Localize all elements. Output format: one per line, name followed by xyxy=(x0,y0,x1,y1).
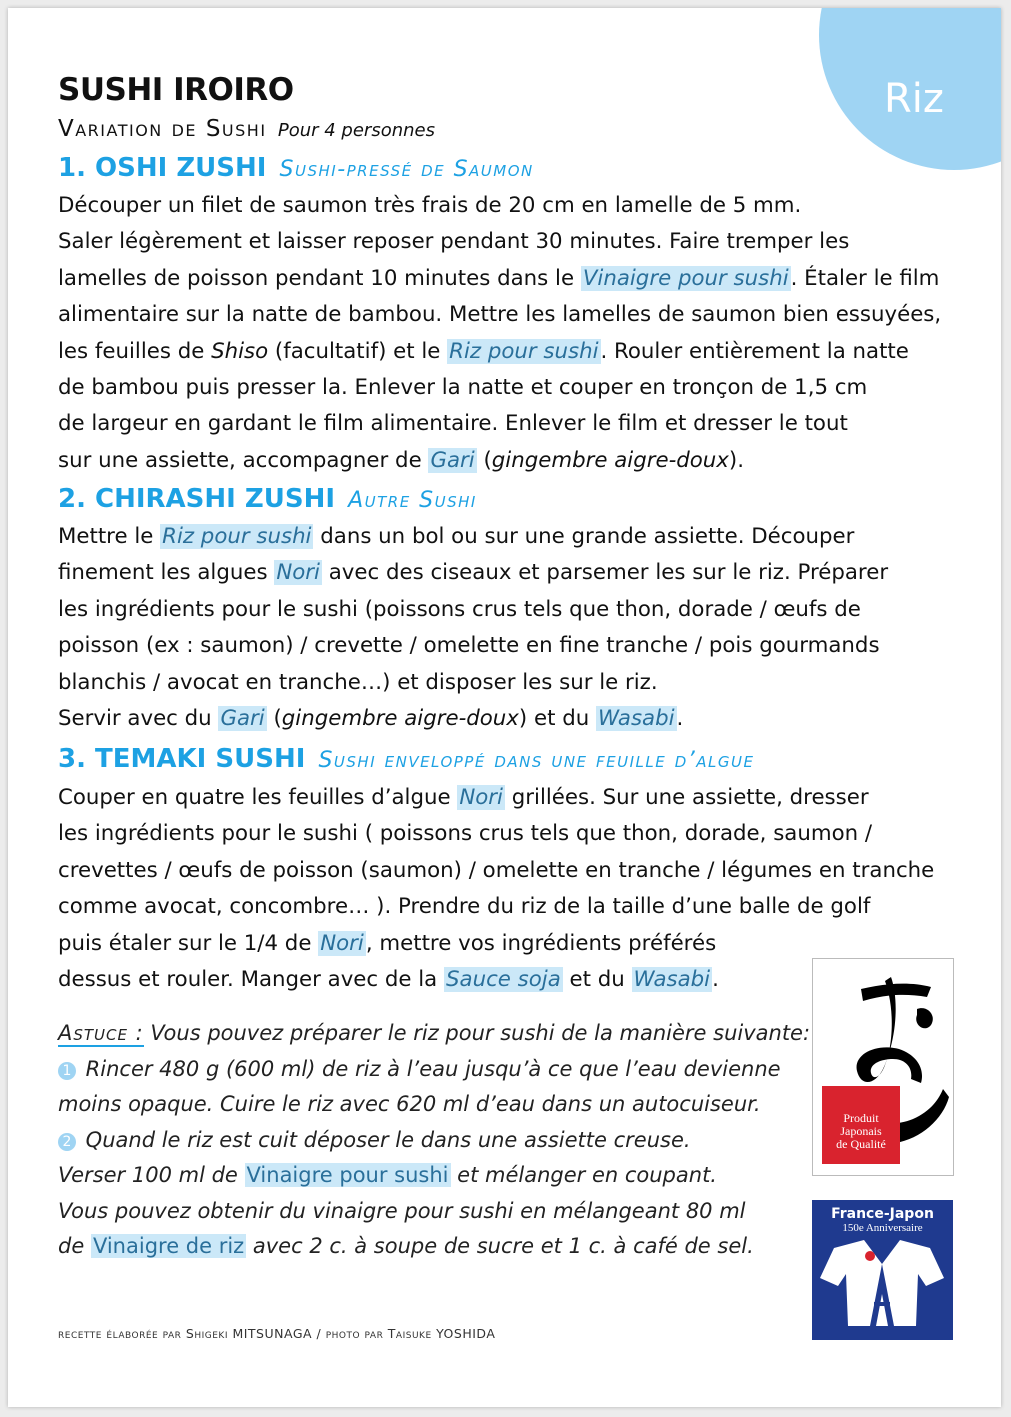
link-sauce-soja[interactable]: Sauce soja xyxy=(446,967,561,993)
credits: recette élaborée par Shigeki MITSUNAGA / photo par Taisuke YOSHIDA xyxy=(58,1326,496,1341)
text-line xyxy=(58,443,941,479)
text-line xyxy=(58,1229,810,1265)
link-vinaigre[interactable]: Vinaigre pour sushi xyxy=(582,265,789,291)
text-span: Vous pouvez préparer le riz pour sushi de la manière suivante: xyxy=(143,1021,811,1045)
text-line xyxy=(58,334,941,370)
section-3-title: 3. TEMAKI SUSHI xyxy=(58,744,306,774)
text-line xyxy=(58,780,934,816)
recipe-card xyxy=(8,8,1001,1407)
text-span: Servir avec du xyxy=(58,706,219,732)
tip-label: Astuce : xyxy=(58,1021,144,1045)
text-line xyxy=(58,962,934,998)
section-1-subtitle: Sushi-pressé de Saumon xyxy=(279,157,534,182)
text-line xyxy=(58,701,888,737)
section-1-heading xyxy=(58,153,534,183)
text-span: avec des ciseaux et parsemer les sur le riz. Préparer xyxy=(321,560,889,586)
gari-desc: gingembre aigre-doux xyxy=(281,706,519,732)
text-span: grillées. Sur une assiette, dresser xyxy=(504,785,869,810)
text-line: les ingrédients pour le sushi ( poissons crus tels que thon, dorade, saumon / xyxy=(58,821,873,847)
text-span: et mélanger en coupant. xyxy=(450,1163,717,1187)
section-1-title: 1. OSHI ZUSHI xyxy=(58,153,267,183)
anniv-subtitle: 150e Anniversaire xyxy=(842,1222,923,1234)
text-line xyxy=(58,1158,810,1194)
text-line: poisson (ex : saumon) / crevette / omelette en fine tranche / pois gourmands xyxy=(58,633,880,659)
text-line xyxy=(58,261,941,297)
anniversary-logo xyxy=(812,1200,953,1340)
link-gari[interactable]: Gari xyxy=(430,447,475,473)
text-span: . xyxy=(712,967,719,993)
link-nori[interactable]: Nori xyxy=(276,560,320,586)
text-line xyxy=(58,1123,810,1159)
text-span: puis étaler sur le 1/4 de xyxy=(58,930,319,956)
text-line: crevettes / œufs de poisson (saumon) / omelette en tranche / légumes en tranche xyxy=(58,857,935,883)
section-2-subtitle: Autre Sushi xyxy=(348,488,477,513)
quality-label xyxy=(822,1086,900,1164)
text-span: Quand le riz est cuit déposer le dans une assiette creuse. xyxy=(79,1127,691,1152)
servings-note: Pour 4 personnes xyxy=(277,120,435,141)
text-line: Découper un filet de saumon très frais de 20 cm en lamelle de 5 mm. xyxy=(58,193,802,218)
kimono-tower-icon xyxy=(812,1234,953,1334)
text-span: ) et du xyxy=(518,706,597,732)
text-span: dans un bol ou sur une grande assiette. Découper xyxy=(313,524,855,549)
link-nori[interactable]: Nori xyxy=(459,785,503,810)
text-line: comme avocat, concombre… ). Prendre du riz de la taille d’une balle de golf xyxy=(58,894,871,920)
text-span: ( xyxy=(476,447,492,473)
text-span: sur une assiette, accompagner de xyxy=(58,447,429,473)
text-span: (facultatif) et le xyxy=(268,338,448,364)
text-span: dessus et rouler. Manger avec de la xyxy=(58,967,445,993)
quality-logo xyxy=(812,958,954,1176)
section-3-heading xyxy=(58,744,754,774)
recipe-subtitle xyxy=(58,116,435,142)
section-1-text xyxy=(58,188,941,479)
text-span: . Étaler le film xyxy=(790,265,940,291)
text-line xyxy=(58,555,888,591)
text-line: de bambou puis presser la. Enlever la natte et couper en tronçon de 1,5 cm xyxy=(58,375,868,401)
link-vinaigre-de-riz[interactable]: Vinaigre de riz xyxy=(92,1234,245,1258)
section-2-text xyxy=(58,519,888,737)
section-2-title: 2. CHIRASHI ZUSHI xyxy=(58,484,336,514)
subtitle-main: Variation de Sushi xyxy=(58,116,267,142)
quality-line: de Qualité xyxy=(836,1137,886,1151)
text-line xyxy=(58,926,934,962)
text-span: . xyxy=(676,706,684,732)
text-span: Rincer 480 g (600 ml) de riz à l’eau jusqu’à ce que l’eau devienne xyxy=(79,1056,781,1081)
step-1-badge: 1 xyxy=(58,1062,76,1080)
text-span: ( xyxy=(266,706,282,732)
tip-block xyxy=(58,1016,810,1265)
text-span: Mettre le xyxy=(58,524,161,549)
text-span: de xyxy=(58,1234,91,1258)
text-line: blanchis / avocat en tranche…) et disposer les sur le riz. xyxy=(58,669,658,695)
shiso-term: Shiso xyxy=(211,338,269,364)
section-3-text xyxy=(58,780,934,998)
section-2-heading xyxy=(58,484,477,514)
text-span: . Rouler entièrement la natte xyxy=(600,338,909,364)
text-span: , mettre vos ingrédients préférés xyxy=(365,930,717,956)
text-span: et du xyxy=(562,967,632,993)
text-line: Vous pouvez obtenir du vinaigre pour sushi en mélangeant 80 ml xyxy=(58,1198,746,1223)
text-span: finement les algues xyxy=(58,560,275,586)
text-line: Saler légèrement et laisser reposer pendant 30 minutes. Faire tremper les xyxy=(58,229,850,255)
text-line: les ingrédients pour le sushi (poissons crus tels que thon, dorade / œufs de xyxy=(58,596,861,622)
text-line xyxy=(58,519,888,555)
quality-line: Japonais xyxy=(840,1124,882,1138)
link-wasabi[interactable]: Wasabi xyxy=(598,706,675,732)
section-3-subtitle: Sushi enveloppé dans une feuille d’algue xyxy=(318,748,755,773)
text-line: alimentaire sur la natte de bambou. Mettre les lamelles de saumon bien essuyées, xyxy=(58,302,942,328)
step-2-badge: 2 xyxy=(58,1133,76,1151)
text-span: avec 2 c. à soupe de sucre et 1 c. à café de sel. xyxy=(246,1234,754,1258)
link-riz[interactable]: Riz pour sushi xyxy=(162,524,312,549)
text-span: Couper en quatre les feuilles d’algue xyxy=(58,785,458,810)
text-span: ). xyxy=(728,447,745,473)
recipe-title: SUSHI IROIRO xyxy=(58,72,294,108)
link-riz[interactable]: Riz pour sushi xyxy=(449,338,599,364)
category-label: Riz xyxy=(884,76,944,122)
text-span: les feuilles de xyxy=(58,338,212,364)
link-vinaigre[interactable]: Vinaigre pour sushi xyxy=(246,1163,449,1187)
link-wasabi[interactable]: Wasabi xyxy=(633,967,711,993)
text-line xyxy=(58,1016,810,1052)
quality-line: Produit xyxy=(843,1111,879,1125)
text-line: moins opaque. Cuire le riz avec 620 ml d’eau dans un autocuiseur. xyxy=(58,1092,761,1116)
text-line xyxy=(58,1052,810,1088)
text-span: lamelles de poisson pendant 10 minutes dans le xyxy=(58,265,581,291)
text-line: de largeur en gardant le film alimentaire. Enlever le film et dresser le tout xyxy=(58,411,848,437)
text-span: Verser 100 ml de xyxy=(58,1163,245,1187)
gari-desc: gingembre aigre-doux xyxy=(491,447,729,473)
link-nori[interactable]: Nori xyxy=(320,930,364,956)
anniv-title: France-Japon xyxy=(831,1206,934,1222)
link-gari[interactable]: Gari xyxy=(220,706,265,732)
